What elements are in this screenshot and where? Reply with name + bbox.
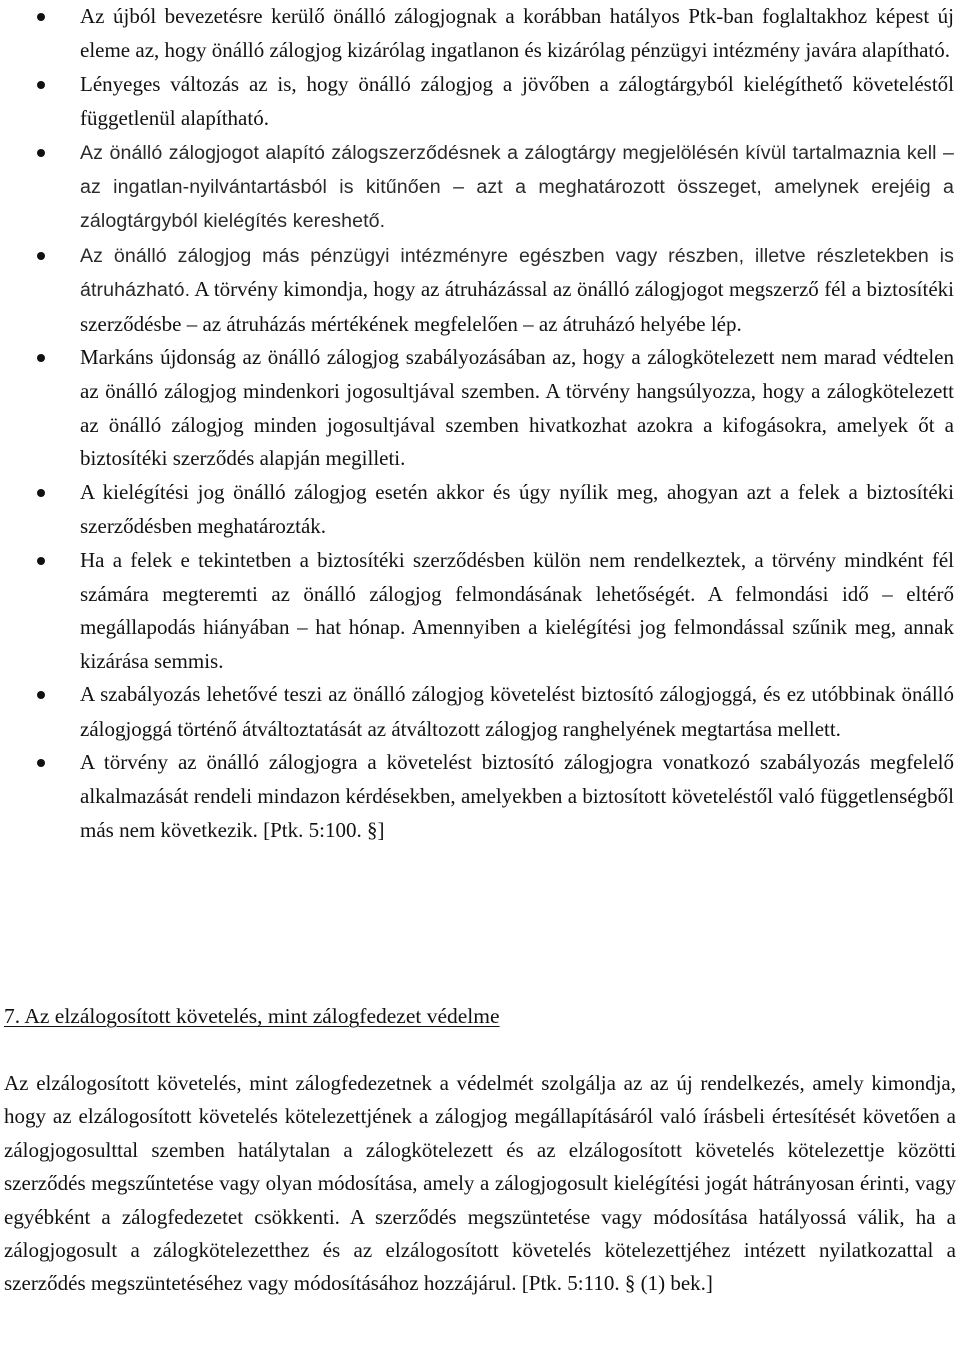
- bullet-text: Lényeges változás az is, hogy önálló zálogjog a jövőben a zálogtárgyból kielégíthető követeléstől függetlenül alapítható.: [80, 71, 954, 131]
- bullet-item-7: [0, 544, 960, 679]
- bullet-dot-icon: [37, 252, 45, 260]
- bullet-text: Markáns újdonság az önálló zálogjog szabályozásában az, hogy a zálogkötelezett nem marad védtelen az önálló zálogjog mindenkori jogosultjával szemben. A törvény hangsúlyozza, hogy a zálogkötelezett az önálló zálogjog minden jogosultjával szemben hivatkozhat azokra a kifogásokra, amelyek őt a biztosítéki szerződés alapján megilleti.: [80, 345, 954, 471]
- bullet-dot-icon: [37, 557, 45, 565]
- bullet-dot-icon: [37, 13, 45, 21]
- bullet-dot-icon: [37, 354, 45, 362]
- bullet-dot-icon: [37, 149, 45, 157]
- bullet-item-8: [0, 678, 960, 746]
- section-heading: [4, 1000, 500, 1033]
- bullet-dot-icon: [37, 759, 45, 767]
- bullet-item-1: [0, 0, 960, 68]
- body-paragraph: Az elzálogosított követelés, mint zálogfedezetnek a védelmét szolgálja az az új rendelkezés, amely kimondja, hogy az elzálogosított követelés kötelezettjének a zálogjog megállapításáról való írásbeli értesítését követően a zálogjogosulttal szemben hatálytalan a zálogkötelezett és az elzálogosított követelés kötelezettje közötti szerződés megszűntetése vagy olyan módosítása, amely a zálogjogosult kielégítési jogát hátrányosan érinti, vagy egyébként a zálogfedezetet csökkenti. A szerződés megszüntetése vagy módosítása hatályossá válik, ha a zálogjogosult a zálogkötelezetthez és az elzálogosított követelés kötelezettjéhez intézett nyilatkozattal a szerződés megszüntetéséhez vagy módosításához hozzájárul. [Ptk. 5:110. § (1) bek.]: [4, 1071, 956, 1296]
- section-number: 7.: [4, 1004, 21, 1028]
- bullet-item-9: [0, 746, 960, 847]
- bullet-text-sans: Az önálló zálogjog más pénzügyi intézményre egészben vagy részben, illetve részletekben is átruházható.: [80, 244, 954, 302]
- bullet-text: A törvény az önálló zálogjogra a követelést biztosító zálogjogra vonatkozó szabályozás megfelelő alkalmazását rendeli mindazon kérdésekben, amelyekben a biztosított követeléstől való függetlenségből más nem következik. [Ptk. 5:100. §]: [80, 749, 954, 842]
- bullet-text: Ha a felek e tekintetben a biztosítéki szerződésben külön nem rendelkeztek, a törvény mindként fél számára megteremti az önálló zálogjog felmondásának lehetőségét. A felmondási idő – eltérő megállapodás hiányában – hat hónap. Amennyiben a kielégítési jog felmondással szűnik meg, annak kizárása semmis.: [80, 547, 954, 673]
- bullet-dot-icon: [37, 691, 45, 699]
- bullet-item-5: [0, 341, 960, 476]
- bullet-text-sans: Az önálló zálogjogot alapító zálogszerződésnek a zálogtárgy megjelölésén kívül tartalmaznia kell – az ingatlan-nyilvántartásból is kitűnően – azt a meghatározott összeget, amelynek erejéig a zálogtárgyból kielégítés kereshető.: [80, 141, 954, 233]
- bullet-item-2: [0, 68, 960, 136]
- bullet-dot-icon: [37, 489, 45, 497]
- bullet-dot-icon: [37, 81, 45, 89]
- bullet-item-4: [0, 239, 960, 341]
- bullet-text: Az újból bevezetésre kerülő önálló zálogjognak a korábban hatályos Ptk-ban foglaltakhoz képest új eleme az, hogy önálló zálogjog kizárólag ingatlanon és kizárólag pénzügyi intézmény javára alapítható.: [80, 4, 954, 63]
- bullet-text: A kielégítési jog önálló zálogjog esetén akkor és úgy nyílik meg, ahogyan azt a felek a biztosítéki szerződésben meghatározták.: [80, 479, 954, 539]
- bullet-text: A szabályozás lehetővé teszi az önálló zálogjog követelést biztosító zálogjoggá, és ez utóbbinak önálló zálogjoggá történő átváltoztatását az átváltozott zálogjog ranghelyének megtartása mellett.: [80, 682, 954, 741]
- bullet-text: A törvény kimondja, hogy az átruházással az önálló zálogjogot megszerző fél a biztosítéki szerződésbe – az átruházás mértékének megfelelően – az átruházó helyébe lép.: [80, 277, 954, 336]
- bullet-item-6: [0, 476, 960, 544]
- bullet-item-3: [0, 136, 960, 239]
- section-title: Az elzálogosított követelés, mint zálogfedezet védelme: [24, 1004, 500, 1028]
